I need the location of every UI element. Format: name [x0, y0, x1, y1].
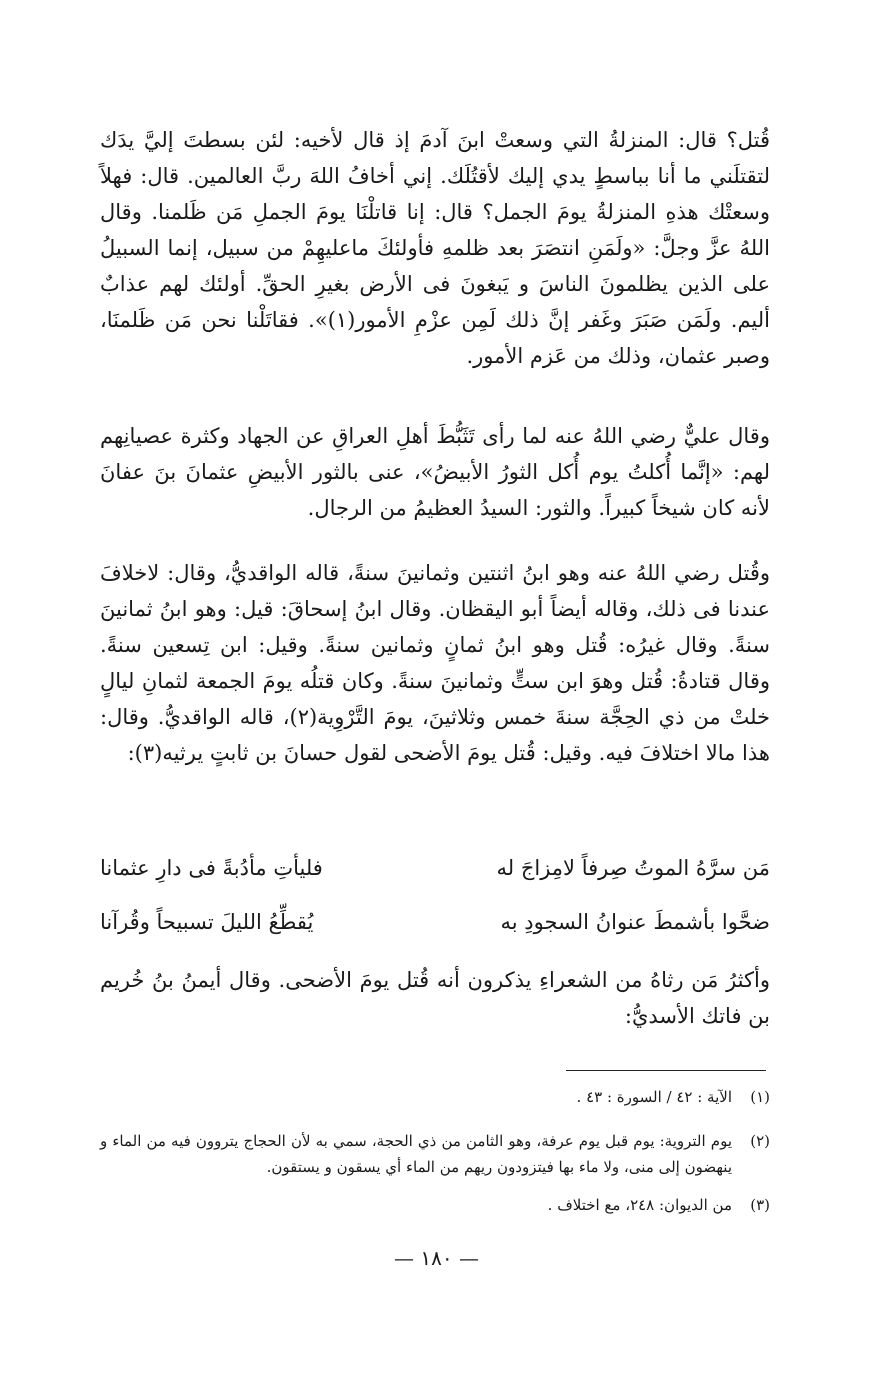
paragraph-1 [100, 122, 770, 374]
poem-verse-2 [100, 904, 770, 940]
footnote-separator [566, 1070, 766, 1071]
verse-first-hemistich: مَن سرَّهُ الموتُ صِرفاً لامِزاجَ له [496, 856, 770, 880]
paragraph-2 [100, 418, 770, 526]
footnote-3 [100, 1192, 770, 1218]
paragraph-text: وقُتل رضي اللهُ عنه وهو ابنُ اثنتين وثمانينَ سنةً، قاله الواقديُّ، وقال: لاخلافَ عندنا فى ذلك، وقاله أيضاً أبو اليقظان. وقال ابنُ إسحاقَ: قيل: وهو ابنُ ثمانينَ سنةً. وقال غيرُه: قُتل وهو ابنُ ثمانٍ وثمانين سنةً. وقيل: ابن تِسعين سنةً. وقال قتادةُ: قُتل وهوَ ابن ستٍّ وثمانينَ سنةً. وكان قتلُه يومَ الجمعة لثمانِ ليالٍ خلتْ من ذي الحِجَّة سنةَ خمس وثلاثينَ، يومَ التَّرْوِية(٢)، قاله الواقديُّ. وقال: هذا مالا اختلافَ فيه. وقيل: قُتل يومَ الأضحى لقول حسانَ بن ثابتٍ يرثيه(٣): [100, 561, 771, 765]
footnote-1 [100, 1084, 770, 1110]
paragraph-text: وقال عليٌّ رضي اللهُ عنه لما رأى تَثَبُّطَ أهلِ العراقِ عن الجهاد وكثرة عصيانِهم لهم: «إنَّما أُكلتُ يوم أُكل الثورُ الأبيضُ»، عنى بالثور الأبيضِ عثمانَ بنَ عفانَ لأنه كان شيخاً كبيراً. والثور: السيدُ العظيمُ من الرجال. [100, 424, 770, 520]
verse-second-hemistich: يُقطِّعُ الليلَ تسبيحاً وقُرآنا [100, 910, 314, 934]
paragraph-4 [100, 962, 770, 1034]
page-number: — ١٨٠ — [394, 1246, 479, 1270]
paragraph-3 [100, 555, 770, 771]
footnote-text: من الديوان: ٢٤٨، مع اختلاف . [547, 1196, 732, 1214]
footnote-number: (١) [750, 1088, 770, 1106]
footnote-2 [100, 1128, 770, 1180]
paragraph-text: وأكثرُ مَن رثاهُ من الشعراءِ يذكرون أنه قُتل يومَ الأضحى. وقال أيمنُ بنُ خُريم بن فاتك الأسديُّ: [100, 968, 770, 1028]
footnote-number: (٣) [750, 1196, 770, 1214]
footnote-text: يوم التروية: يوم قبل يوم عرفة، وهو الثامن من ذي الحجة، سمي به لأن الحجاج يتروون فيه من الماء و ينهضون إلى منى، ولا ماء بها فيتزودون ريهم من الماء أي يسقون و يستقون. [100, 1132, 732, 1176]
verse-first-hemistich: ضحَّوا بأشمطَ عنوانُ السجودِ به [500, 910, 770, 934]
poem-verse-1 [100, 850, 770, 886]
paragraph-text: قُتل؟ قال: المنزلةُ التي وسعتْ ابنَ آدمَ إذ قال لأخيه: لئن بسطتَ إليَّ يدَك لتقتلَني ما أنا بباسطٍ يدي إليك لأقتُلَك. إني أخافُ اللهَ ربَّ العالمين. قال: فهلاً وسعتْك هذهِ المنزلةُ يومَ الجمل؟ قال: إنا قاتلْنَا يومَ الجملِ مَن ظَلمنا. وقال اللهُ عزَّ وجلَّ: «ولَمَنِ انتصَرَ بعد ظلمهِ فأولئكَ ماعليهِمْ من سبيل، إنما السبيلُ على الذين يظلمونَ الناسَ و يَبغونَ فى الأرض بغيرِ الحقِّ. أولئك لهم عذابٌ أليم. ولَمَن صَبَرَ وغَفر إنَّ ذلك لَمِن عزْمِ الأمور(١)». فقاتَلْنا نحن مَن ظَلمنَا، وصبر عثمان، وذلك من عَزم الأمور. [100, 128, 771, 368]
verse-second-hemistich: فليأتِ مأدُبةً فى دارِ عثمانا [100, 856, 323, 880]
footnote-text: الآية : ٤٢ / السورة : ٤٣ . [576, 1088, 732, 1106]
footnote-number: (٢) [750, 1132, 770, 1150]
